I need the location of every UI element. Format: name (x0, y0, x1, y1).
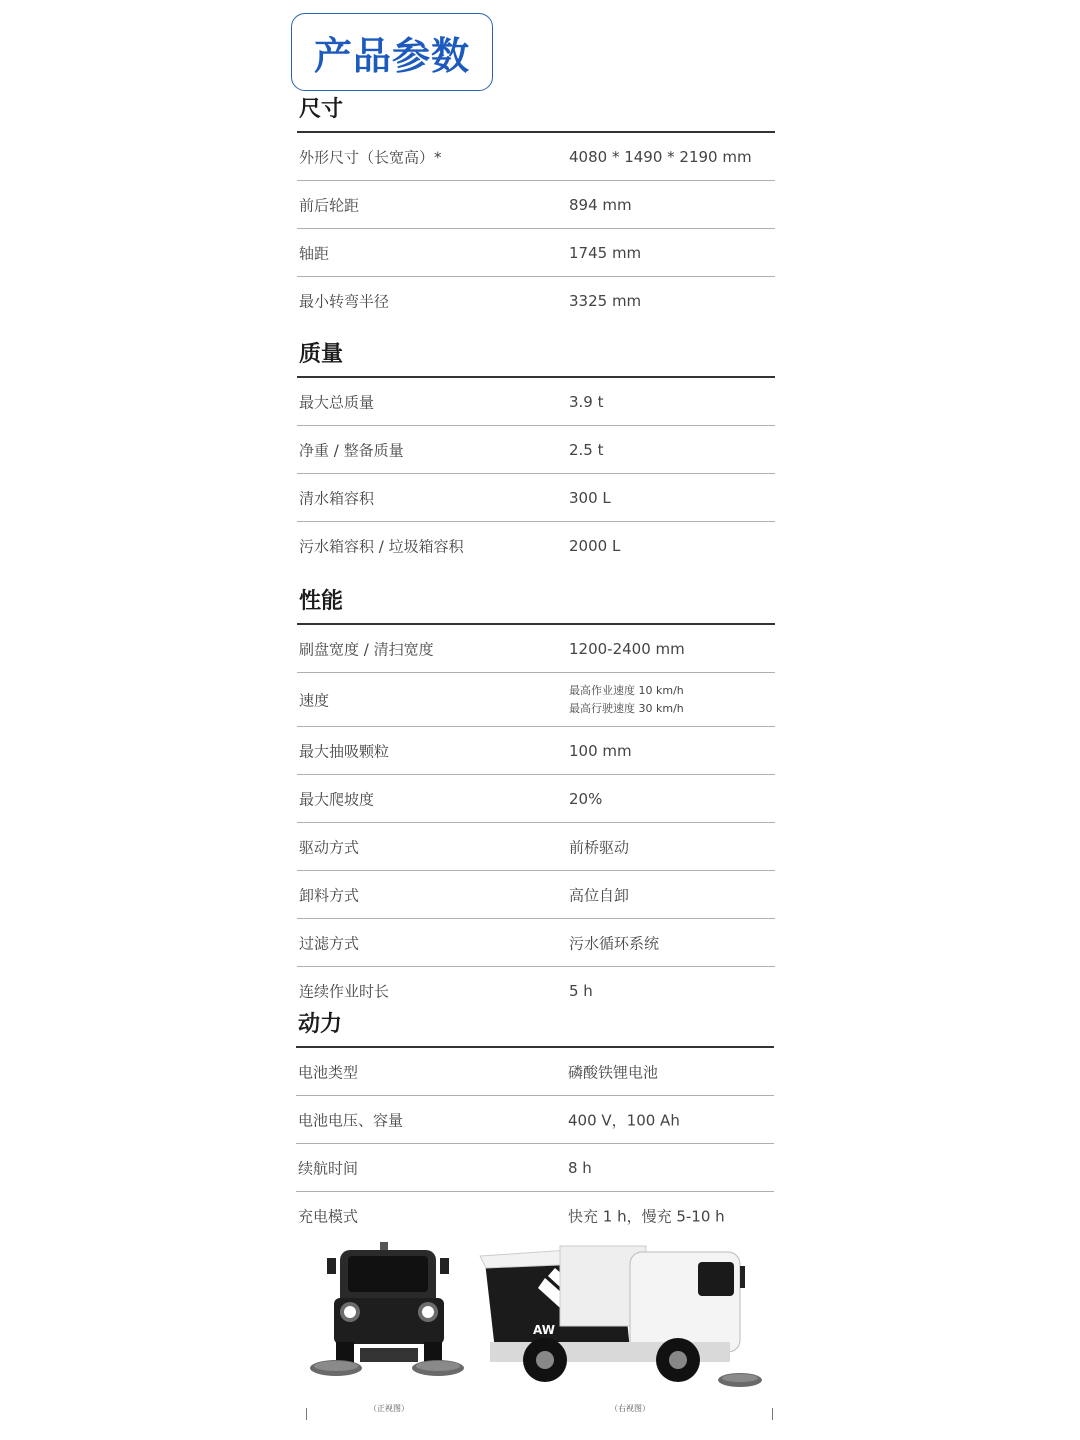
table-row (296, 1192, 774, 1239)
row-label: 续航时间 (298, 1159, 359, 1177)
table-row (297, 229, 775, 277)
section-performance (297, 587, 775, 1014)
row-value: 400 V，100 Ah (568, 1111, 680, 1129)
vehicle-illustrations (300, 1238, 780, 1428)
row-label: 最大总质量 (299, 393, 375, 411)
row-value: 1200-2400 mm (569, 639, 685, 658)
section-heading: 动力 (298, 1012, 343, 1037)
row-label: 驱动方式 (299, 838, 360, 856)
corner-tick (306, 1408, 307, 1420)
row-value: 100 mm (569, 741, 632, 760)
row-label: 外形尺寸（长宽高）* (299, 148, 442, 166)
table-row (297, 919, 775, 967)
row-label: 电池电压、容量 (298, 1111, 404, 1129)
section-dimensions (297, 95, 775, 324)
table-row (297, 625, 775, 673)
side-view-caption: （右视图） (610, 1404, 650, 1413)
row-value: 1745 mm (569, 243, 642, 262)
row-label: 前后轮距 (299, 196, 360, 214)
row-label: 充电模式 (298, 1207, 359, 1225)
row-label: 最小转弯半径 (299, 292, 390, 310)
table-row (297, 727, 775, 775)
row-value: 3325 mm (569, 291, 642, 310)
speed-drive-value: 最高行驶速度 30 km/h (569, 701, 684, 715)
row-value: 2.5 t (569, 440, 604, 459)
row-value: 894 mm (569, 195, 632, 214)
row-value: 污水循环系统 (569, 934, 660, 952)
row-label: 清水箱容积 (299, 489, 375, 507)
row-label: 电池类型 (298, 1063, 359, 1081)
row-value: 前桥驱动 (569, 838, 630, 856)
row-label: 卸料方式 (299, 886, 360, 904)
table-row (297, 871, 775, 919)
section-heading: 尺寸 (299, 97, 344, 122)
table-row (297, 133, 775, 181)
row-label: 速度 (299, 691, 330, 709)
table-row (297, 426, 775, 474)
row-value: 3.9 t (569, 392, 604, 411)
vehicle-logo: AW (533, 1323, 555, 1337)
section-heading: 性能 (299, 589, 344, 614)
section-mass (297, 340, 775, 569)
table-row (297, 277, 775, 324)
row-label: 轴距 (299, 244, 330, 262)
page-title: 产品参数 (313, 33, 470, 78)
table-row (297, 181, 775, 229)
title-box (291, 13, 493, 91)
section-power (296, 1010, 774, 1239)
front-view-caption: （正视图） (369, 1404, 409, 1413)
row-value: 高位自卸 (569, 886, 630, 904)
table-row (297, 474, 775, 522)
row-value: 20% (569, 789, 603, 808)
section-heading: 质量 (299, 342, 344, 367)
row-label: 最大爬坡度 (299, 790, 375, 808)
table-row (296, 1096, 774, 1144)
front-view-vehicle-icon (310, 1242, 464, 1376)
corner-tick (772, 1408, 773, 1420)
table-row (297, 522, 775, 569)
row-value (569, 682, 684, 718)
row-label: 过滤方式 (299, 934, 360, 952)
table-row (297, 967, 775, 1014)
row-value: 磷酸铁锂电池 (568, 1063, 659, 1081)
table-row (297, 378, 775, 426)
table-row (296, 1144, 774, 1192)
table-row (297, 823, 775, 871)
row-value: 快充 1 h，慢充 5-10 h (568, 1207, 725, 1225)
row-value: 5 h (569, 981, 593, 1000)
row-label: 最大抽吸颗粒 (299, 742, 390, 760)
table-row (296, 1048, 774, 1096)
row-label: 连续作业时长 (299, 982, 390, 1000)
row-value: 2000 L (569, 536, 621, 555)
speed-work-value: 最高作业速度 10 km/h (569, 683, 684, 697)
row-value: 8 h (568, 1158, 592, 1177)
side-view-vehicle-icon (480, 1246, 762, 1387)
table-row (297, 775, 775, 823)
row-value: 300 L (569, 488, 611, 507)
row-label: 污水箱容积 / 垃圾箱容积 (299, 537, 464, 555)
row-value: 4080 * 1490 * 2190 mm (569, 147, 752, 166)
row-label: 刷盘宽度 / 清扫宽度 (299, 640, 434, 658)
row-label: 净重 / 整备质量 (299, 441, 404, 459)
table-row (297, 673, 775, 727)
